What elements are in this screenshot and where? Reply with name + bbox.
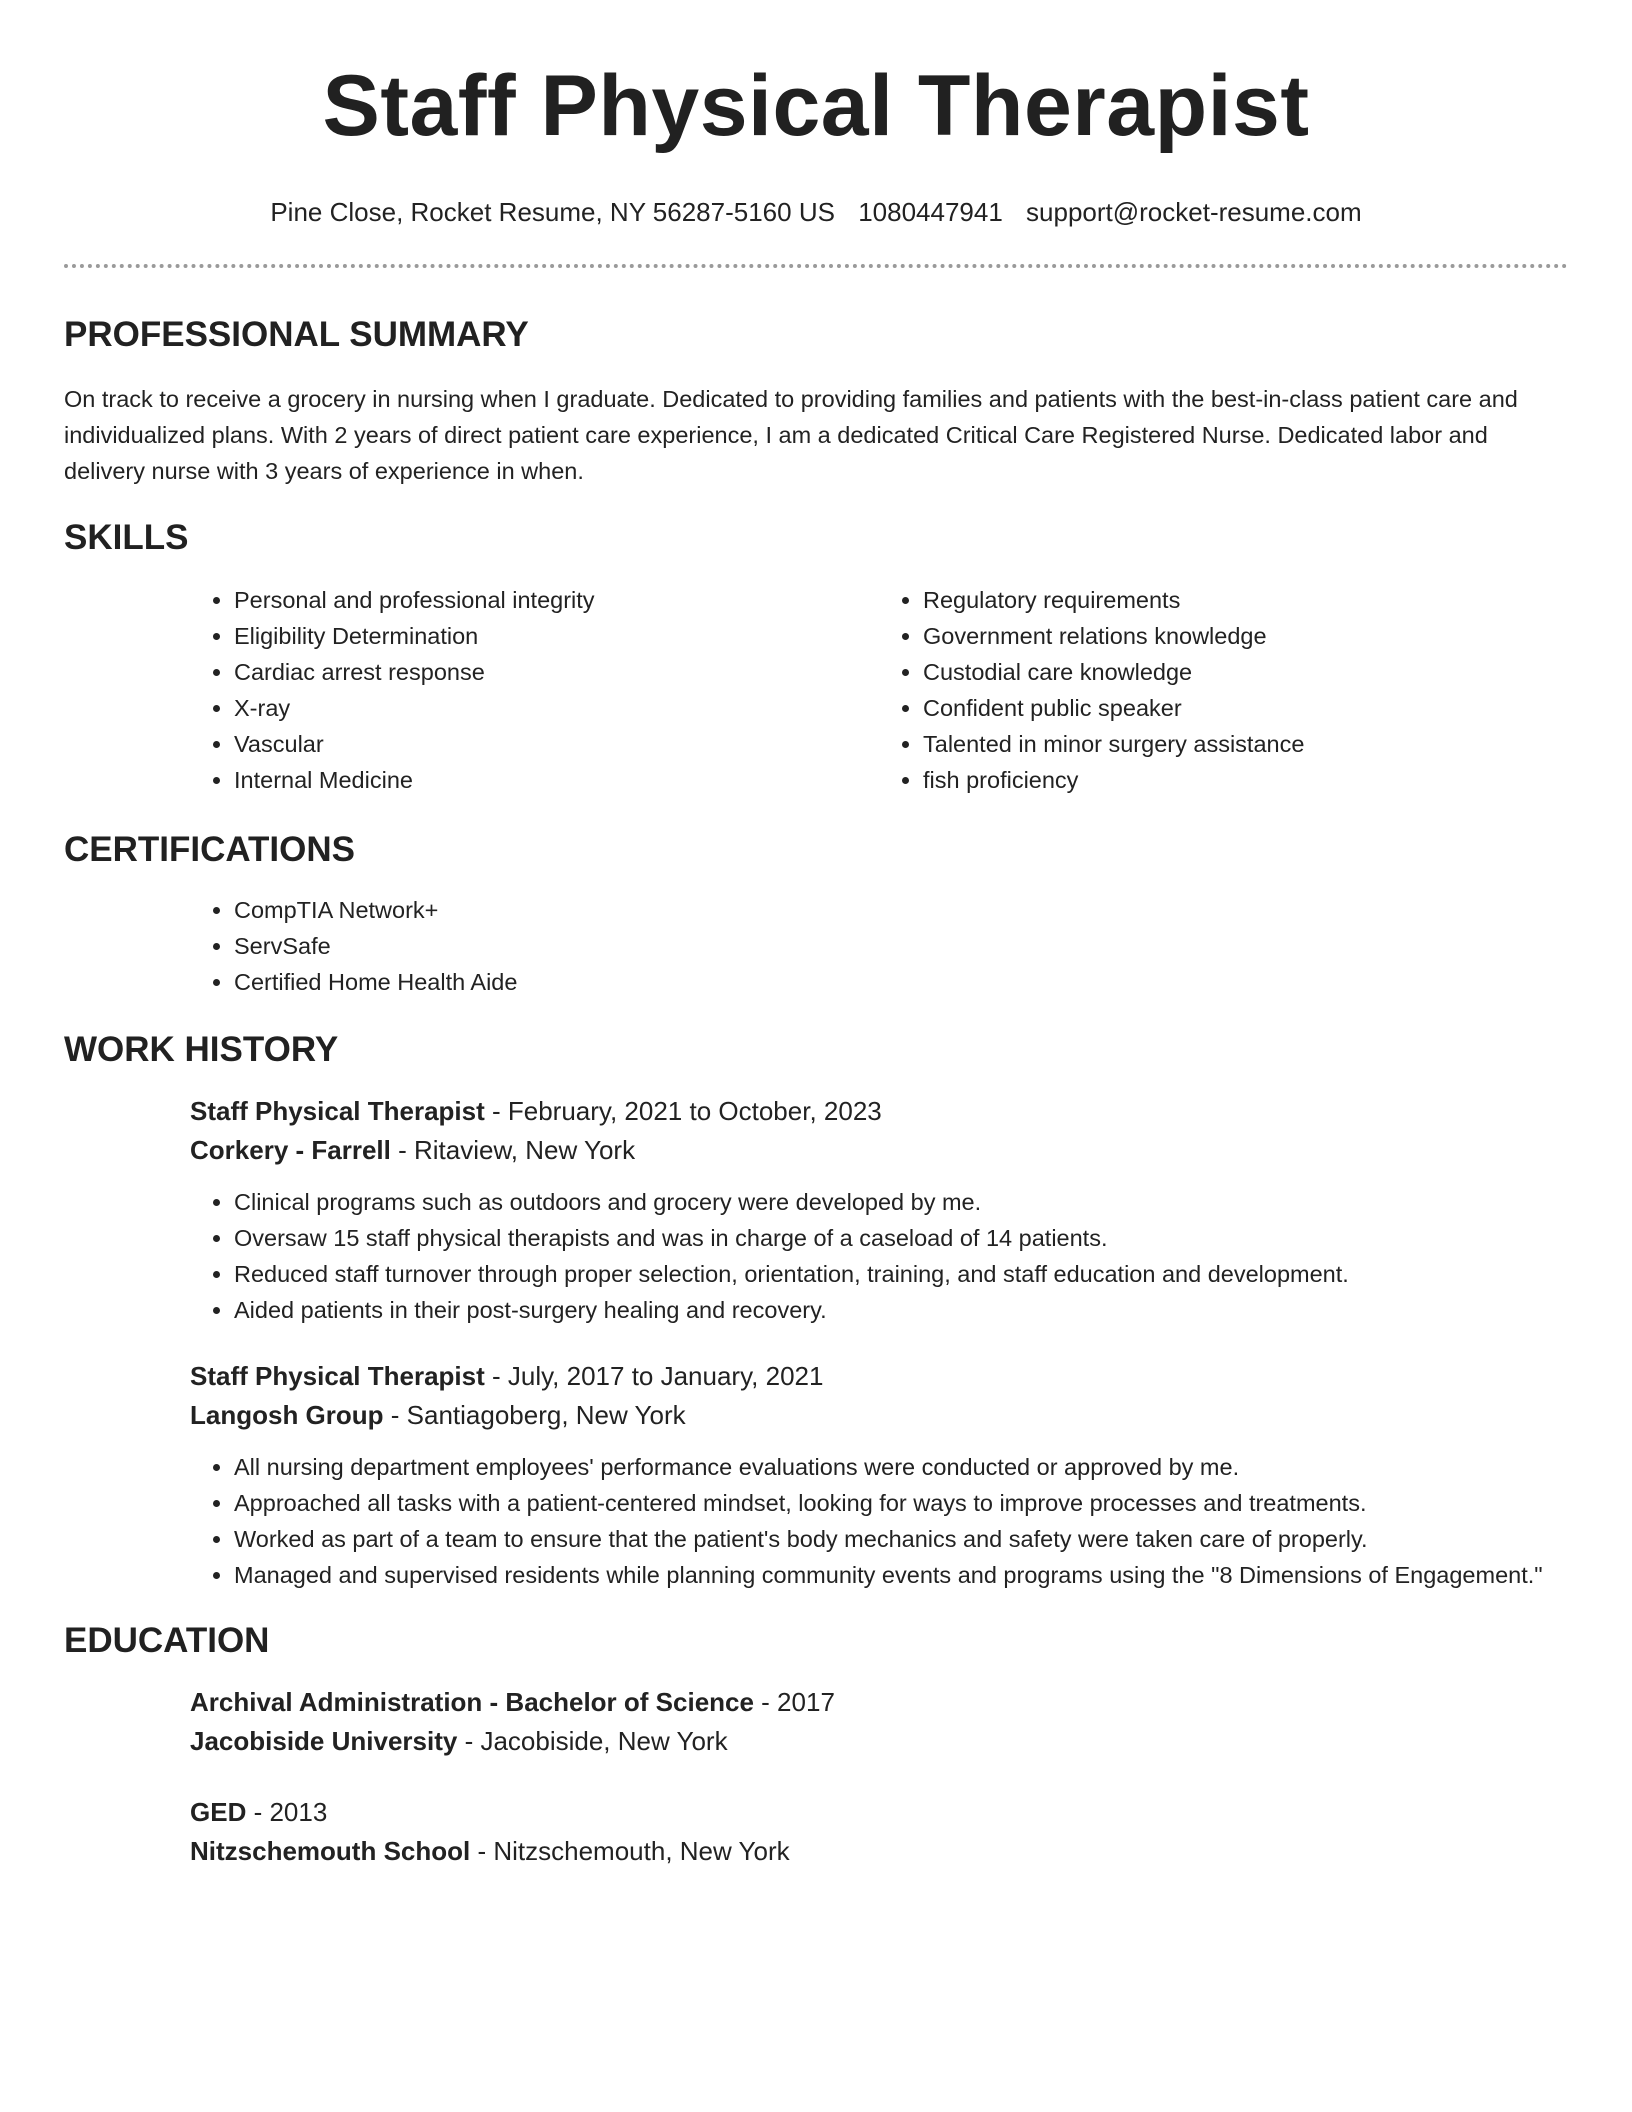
skills-column-left [190, 582, 879, 798]
skills-list [190, 582, 1568, 798]
job-bullets [64, 1449, 1568, 1593]
education-entry [190, 1793, 1568, 1871]
skills-column-right [879, 582, 1568, 798]
job-bullet: • Approached all tasks with a patient-centered mindset, looking for ways to improve processes and treatments. [234, 1485, 1568, 1521]
skill-item: • Cardiac arrest response [234, 654, 879, 690]
certification-item: • CompTIA Network+ [234, 892, 1568, 928]
skill-item: • Internal Medicine [234, 762, 879, 798]
job-company: Langosh Group [190, 1400, 384, 1430]
education-degree-line [190, 1683, 1568, 1722]
skill-item: • Regulatory requirements [923, 582, 1568, 618]
job-dates: - July, 2017 to January, 2021 [484, 1361, 824, 1391]
education-degree-line [190, 1793, 1568, 1832]
education-degree: Archival Administration - Bachelor of Science [190, 1687, 754, 1717]
education-school: Jacobiside University [190, 1726, 458, 1756]
summary-heading: PROFESSIONAL SUMMARY [64, 315, 529, 354]
job-bullet: • Clinical programs such as outdoors and grocery were developed by me. [234, 1184, 1568, 1220]
skill-item: • Talented in minor surgery assistance [923, 726, 1568, 762]
resume-name: Staff Physical Therapist [322, 58, 1310, 154]
job-dates: - February, 2021 to October, 2023 [484, 1096, 882, 1126]
job-role: Staff Physical Therapist [190, 1361, 485, 1391]
job-entry [190, 1357, 1568, 1593]
education-location: - Jacobiside, New York [457, 1726, 728, 1756]
skill-item: • Government relations knowledge [923, 618, 1568, 654]
education-location: - Nitzschemouth, New York [470, 1836, 790, 1866]
contact-line [64, 194, 1568, 230]
education-school-line [190, 1722, 1568, 1761]
contact-email: support@rocket-resume.com [1026, 197, 1362, 227]
job-bullet: • Oversaw 15 staff physical therapists and was in charge of a caseload of 14 patients. [234, 1220, 1568, 1256]
skill-item: • X-ray [234, 690, 879, 726]
job-company: Corkery - Farrell [190, 1135, 391, 1165]
job-company-line [190, 1396, 1568, 1435]
job-bullet: • Worked as part of a team to ensure that the patient's body mechanics and safety were taken care of properly. [234, 1521, 1568, 1557]
work-heading: WORK HISTORY [64, 1030, 339, 1069]
header-divider [64, 264, 1568, 268]
job-bullets [64, 1184, 1568, 1328]
skill-item: • fish proficiency [923, 762, 1568, 798]
education-school: Nitzschemouth School [190, 1836, 471, 1866]
certification-item: • ServSafe [234, 928, 1568, 964]
skill-item: • Custodial care knowledge [923, 654, 1568, 690]
job-entry [190, 1092, 1568, 1328]
resume-page [64, 0, 1568, 1871]
job-bullet: • Managed and supervised residents while planning community events and programs using the "8 Dimensions of Engagement." [234, 1557, 1568, 1593]
summary-text: On track to receive a grocery in nursing when I graduate. Dedicated to providing families and patients with the best-in-class patient care and individualized plans. With 2 years of direct patient care experience, I am a dedicated Critical Care Registered Nurse. Dedicated labor and delivery nurse with 3 years of experience in when. [64, 386, 1518, 484]
education-school-line [190, 1832, 1568, 1871]
job-location: - Santiagoberg, New York [383, 1400, 686, 1430]
job-role: Staff Physical Therapist [190, 1096, 485, 1126]
education-degree: GED [190, 1797, 247, 1827]
skill-item: • Vascular [234, 726, 879, 762]
skill-item: • Personal and professional integrity [234, 582, 879, 618]
job-title-line [190, 1092, 1568, 1131]
job-company-line [190, 1131, 1568, 1170]
job-bullet: • All nursing department employees' performance evaluations were conducted or approved by me. [234, 1449, 1568, 1485]
skill-item: • Confident public speaker [923, 690, 1568, 726]
skills-heading: SKILLS [64, 518, 189, 557]
certifications-heading: CERTIFICATIONS [64, 830, 356, 869]
job-bullet: • Aided patients in their post-surgery healing and recovery. [234, 1292, 1568, 1328]
education-heading: EDUCATION [64, 1621, 270, 1660]
skill-item: • Eligibility Determination [234, 618, 879, 654]
contact-phone: 1080447941 [858, 197, 1003, 227]
certifications-list [190, 892, 1568, 1000]
job-bullet: • Reduced staff turnover through proper selection, orientation, training, and staff education and development. [234, 1256, 1568, 1292]
contact-address: Pine Close, Rocket Resume, NY 56287-5160 US [270, 197, 835, 227]
education-entry [190, 1683, 1568, 1761]
education-year: - 2013 [246, 1797, 328, 1827]
education-year: - 2017 [753, 1687, 835, 1717]
job-location: - Ritaview, New York [390, 1135, 636, 1165]
job-title-line [190, 1357, 1568, 1396]
certification-item: • Certified Home Health Aide [234, 964, 1568, 1000]
